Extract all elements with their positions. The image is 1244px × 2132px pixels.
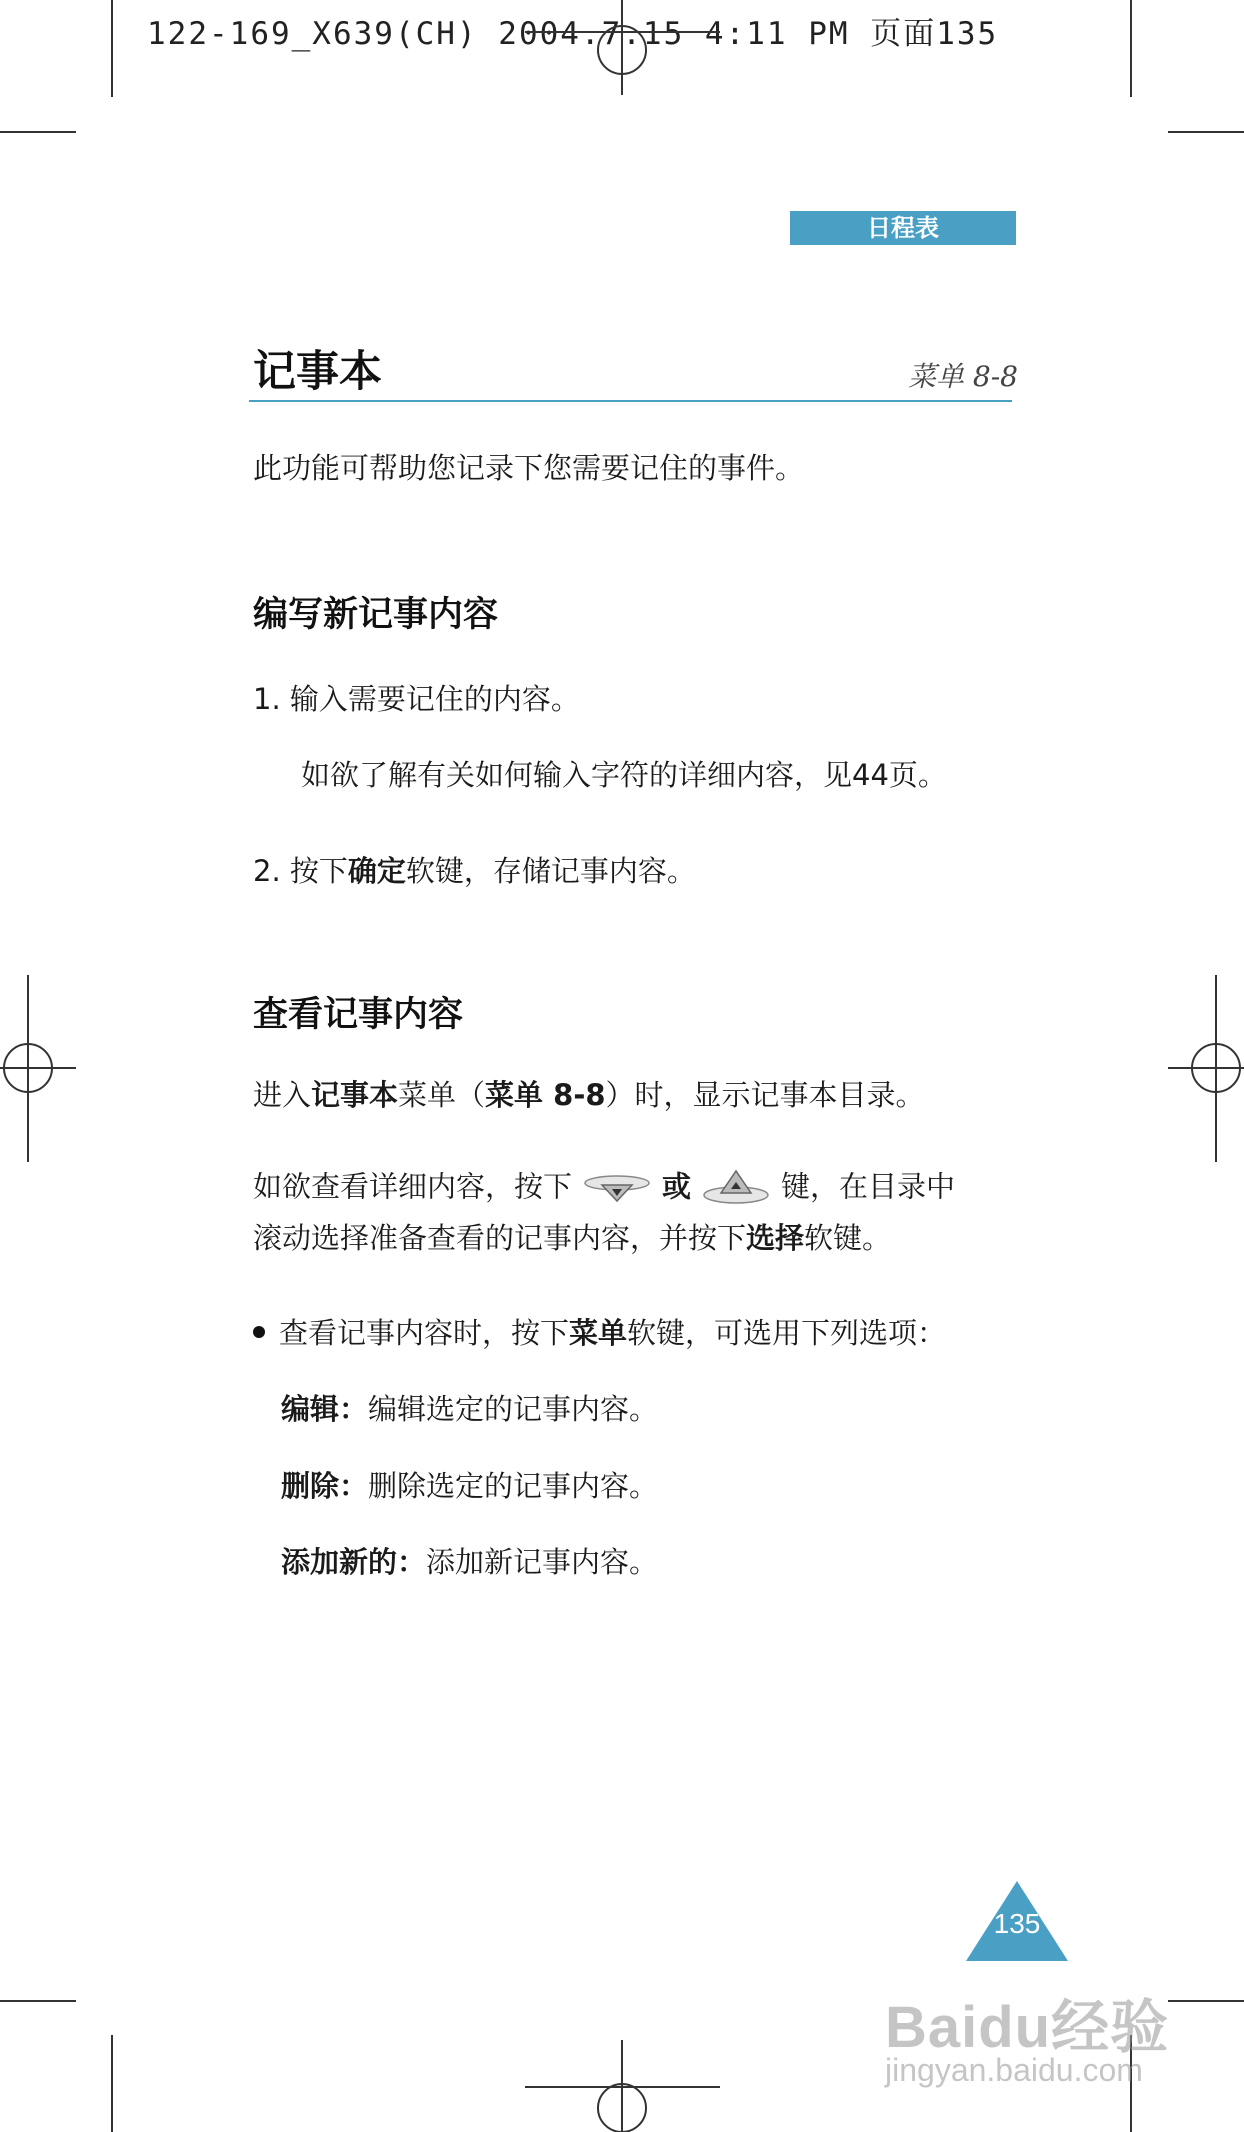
view-line3-post: 软键。 [804,1221,892,1255]
bullet-bold: 菜单 [569,1316,628,1350]
view-line3-bold: 选择 [746,1221,805,1255]
option-name: 编辑： [281,1392,369,1426]
view-line-3 [253,1216,891,1257]
menu-reference: 菜单 8-8 [908,360,1018,393]
print-header: 122-169_X639(CH) 2004.7.15 4:11 PM 页面135 [147,16,999,52]
view-line1-pre: 进入 [253,1078,312,1112]
write-heading: 编写新记事内容 [253,595,499,635]
option-desc: 添加新记事内容。 [426,1545,659,1579]
view-line2-or: 或 [662,1169,692,1204]
section-tab: 日程表 [790,211,1016,245]
view-line-1 [253,1073,925,1114]
nav-down-key-icon [582,1163,652,1214]
bullet-dot [253,1326,265,1338]
option-desc: 编辑选定的记事内容。 [368,1392,659,1426]
page-title: 记事本 [253,347,382,397]
step2-post: 软键，存储记事内容。 [405,854,696,888]
option-item [281,1464,658,1505]
options-bullet [253,1311,946,1352]
write-step-2 [253,849,696,890]
view-heading: 查看记事内容 [253,995,464,1035]
view-line2-post: 键，在目录中 [781,1169,956,1204]
page-number: 135 [993,1908,1041,1939]
watermark-logo: Baidu经验 [885,1995,1170,2060]
option-name: 删除： [281,1469,369,1503]
option-item [281,1387,658,1428]
step2-pre: 2. 按下 [253,854,348,888]
intro-text: 此功能可帮助您记录下您需要记住的事件。 [253,451,805,485]
write-step-1: 1. 输入需要记住的内容。 [253,682,580,716]
nav-up-key-icon [701,1163,771,1214]
bullet-pre: 查看记事内容时，按下 [279,1316,570,1350]
bullet-post: 软键，可选用下列选项： [627,1316,947,1350]
view-line1-bold1: 记事本 [311,1078,399,1112]
option-name: 添加新的： [281,1545,427,1579]
step2-bold: 确定 [347,854,406,888]
view-line1-post: ）时，显示记事本目录。 [605,1078,925,1112]
view-line-2 [253,1163,955,1214]
watermark-url: jingyan.baidu.com [885,2052,1143,2088]
option-item [281,1540,658,1581]
view-line2-pre: 如欲查看详细内容，按下 [253,1169,573,1204]
title-rule [249,400,1012,402]
view-line1-mid: 菜单（ [398,1078,486,1112]
view-line1-bold2: 菜单 8-8 [485,1078,606,1112]
option-desc: 删除选定的记事内容。 [368,1469,659,1503]
view-line3-pre: 滚动选择准备查看的记事内容，并按下 [253,1221,747,1255]
write-step-1-note: 如欲了解有关如何输入字符的详细内容，见44页。 [301,758,947,792]
